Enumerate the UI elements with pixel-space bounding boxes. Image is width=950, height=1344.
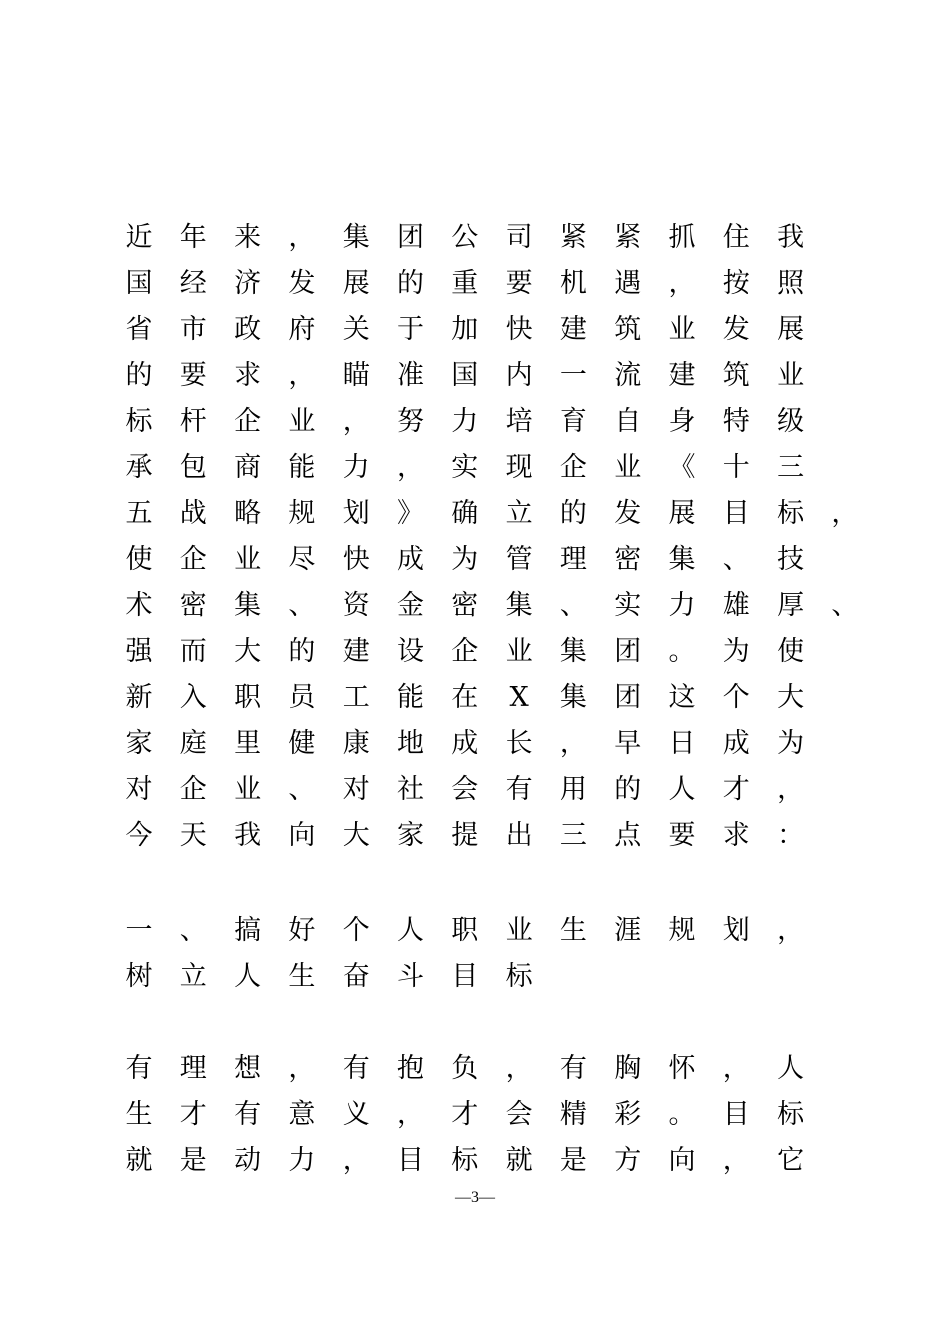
text-line-glyphs [124, 632, 844, 672]
glyph: 发 [722, 314, 750, 345]
glyph: 密 [451, 590, 479, 621]
glyph: 展 [668, 498, 696, 529]
glyph: ， [777, 774, 805, 805]
glyph: 建 [342, 636, 370, 667]
glyph: 省 [125, 314, 153, 345]
glyph: 流 [614, 360, 642, 391]
glyph: 大 [234, 636, 262, 667]
glyph: 厚 [777, 590, 805, 621]
glyph: 术 [125, 590, 153, 621]
glyph: ， [668, 268, 696, 299]
glyph: 成 [722, 728, 750, 759]
glyph: ， [342, 1145, 370, 1176]
glyph: 力 [668, 590, 696, 621]
glyph: 向 [288, 820, 316, 851]
glyph: 集 [234, 590, 262, 621]
text-line-glyphs [124, 678, 844, 718]
glyph: 五 [125, 498, 153, 529]
glyph: 好 [288, 915, 316, 946]
glyph: 企 [559, 452, 587, 483]
glyph: 建 [668, 360, 696, 391]
glyph: 标 [505, 961, 533, 992]
glyph: 人 [668, 774, 696, 805]
glyph: 人 [777, 1053, 805, 1084]
glyph: 理 [559, 544, 587, 575]
glyph: 求 [234, 360, 262, 391]
glyph: 社 [397, 774, 424, 805]
glyph: 雄 [722, 590, 750, 621]
glyph: 里 [234, 728, 262, 759]
glyph: 一 [125, 915, 153, 946]
glyph: 个 [722, 682, 750, 713]
glyph: 十 [722, 452, 750, 483]
glyph: 发 [288, 268, 316, 299]
glyph: 规 [288, 498, 316, 529]
glyph: ： [777, 820, 805, 851]
glyph: ， [505, 1053, 533, 1084]
glyph: 实 [451, 452, 479, 483]
glyph: 培 [505, 406, 533, 437]
glyph: 紧 [559, 222, 587, 253]
glyph: 战 [179, 498, 207, 529]
glyph: 的 [614, 774, 642, 805]
glyph: 紧 [614, 222, 642, 253]
glyph: 家 [125, 728, 153, 759]
glyph: 技 [777, 544, 805, 575]
glyph: 的 [288, 636, 316, 667]
glyph: 立 [505, 498, 533, 529]
glyph: 团 [397, 222, 424, 253]
glyph: 而 [179, 636, 207, 667]
glyph: 立 [179, 961, 207, 992]
glyph: 快 [342, 544, 370, 575]
glyph: 经 [179, 268, 207, 299]
glyph: 人 [234, 961, 262, 992]
glyph: 国 [451, 360, 479, 391]
glyph: 要 [505, 268, 533, 299]
glyph: 成 [451, 728, 479, 759]
glyph: 就 [505, 1145, 533, 1176]
glyph: 设 [397, 636, 424, 667]
glyph: 天 [179, 820, 207, 851]
glyph: 照 [777, 268, 805, 299]
glyph: 业 [505, 915, 533, 946]
glyph: 有 [125, 1053, 153, 1084]
glyph: 三 [559, 820, 587, 851]
glyph: 目 [451, 961, 479, 992]
glyph: 意 [288, 1099, 316, 1130]
glyph: 一 [559, 360, 587, 391]
glyph: 生 [288, 961, 316, 992]
glyph: 为 [777, 728, 805, 759]
glyph: 方 [614, 1145, 642, 1176]
glyph: 加 [451, 314, 479, 345]
glyph: 标 [777, 498, 805, 529]
glyph: 能 [288, 452, 316, 483]
glyph: 密 [179, 590, 207, 621]
text-line-glyphs [124, 218, 844, 258]
glyph: 强 [125, 636, 153, 667]
glyph: 近 [125, 222, 153, 253]
text-line-glyphs [124, 911, 844, 951]
glyph: ， [777, 915, 805, 946]
glyph: 来 [234, 222, 262, 253]
glyph: 展 [777, 314, 805, 345]
glyph: 。 [668, 1099, 696, 1130]
glyph: 有 [505, 774, 533, 805]
glyph: 、 [831, 590, 859, 621]
glyph: 规 [668, 915, 696, 946]
glyph: 、 [559, 590, 587, 621]
text-line-glyphs [124, 1141, 844, 1181]
glyph: 《 [668, 452, 696, 483]
glyph: X [509, 682, 529, 713]
glyph: 努 [397, 406, 424, 437]
glyph: 级 [777, 406, 805, 437]
glyph: 公 [451, 222, 479, 253]
glyph: 抱 [397, 1053, 424, 1084]
text-line-glyphs [124, 724, 844, 764]
glyph: 自 [614, 406, 642, 437]
glyph: 企 [179, 774, 207, 805]
glyph: 成 [397, 544, 424, 575]
glyph: 划 [722, 915, 750, 946]
glyph: 、 [288, 774, 316, 805]
glyph: 它 [777, 1145, 805, 1176]
glyph: 理 [179, 1053, 207, 1084]
glyph: 现 [505, 452, 533, 483]
glyph: 职 [451, 915, 479, 946]
glyph: 日 [668, 728, 696, 759]
glyph: 于 [397, 314, 424, 345]
glyph: 生 [125, 1099, 153, 1130]
glyph: 会 [451, 774, 479, 805]
glyph: 团 [614, 682, 642, 713]
glyph: 用 [559, 774, 587, 805]
glyph: 义 [342, 1099, 370, 1130]
glyph: 司 [505, 222, 533, 253]
text-line-glyphs [124, 957, 844, 997]
glyph: 怀 [668, 1053, 696, 1084]
glyph: 关 [342, 314, 370, 345]
glyph: 承 [125, 452, 153, 483]
glyph: ， [831, 498, 859, 529]
glyph: 使 [777, 636, 805, 667]
glyph: 涯 [614, 915, 642, 946]
glyph: 、 [288, 590, 316, 621]
glyph: 政 [234, 314, 262, 345]
glyph: 三 [777, 452, 805, 483]
glyph: 今 [125, 820, 153, 851]
text-line-glyphs [124, 816, 844, 856]
glyph: 重 [451, 268, 479, 299]
glyph: ， [722, 1053, 750, 1084]
glyph: 早 [614, 728, 642, 759]
glyph: ， [288, 1053, 316, 1084]
glyph: 住 [722, 222, 750, 253]
glyph: 的 [125, 360, 153, 391]
glyph: 筑 [614, 314, 642, 345]
glyph: 奋 [342, 961, 370, 992]
glyph: ， [397, 452, 424, 483]
glyph: 年 [179, 222, 207, 253]
glyph: 胸 [614, 1053, 642, 1084]
glyph: 求 [722, 820, 750, 851]
glyph: 集 [342, 222, 370, 253]
glyph: 的 [559, 498, 587, 529]
glyph: 》 [397, 498, 424, 529]
text-line-glyphs [124, 310, 844, 350]
glyph: 才 [451, 1099, 479, 1130]
glyph: 、 [722, 544, 750, 575]
glyph: 遇 [614, 268, 642, 299]
glyph: 使 [125, 544, 153, 575]
glyph: 提 [451, 820, 479, 851]
glyph: 有 [234, 1099, 262, 1130]
glyph: 有 [559, 1053, 587, 1084]
glyph: 。 [668, 636, 696, 667]
glyph: 育 [559, 406, 587, 437]
glyph: 会 [505, 1099, 533, 1130]
glyph: 才 [722, 774, 750, 805]
glyph: 这 [668, 682, 696, 713]
glyph: 我 [234, 820, 262, 851]
glyph: 长 [505, 728, 533, 759]
glyph: 筑 [722, 360, 750, 391]
glyph: 康 [342, 728, 370, 759]
glyph: 集 [559, 682, 587, 713]
glyph: 快 [505, 314, 533, 345]
glyph: 市 [179, 314, 207, 345]
glyph: 生 [559, 915, 587, 946]
glyph: 能 [397, 682, 424, 713]
glyph: 实 [614, 590, 642, 621]
glyph: 我 [777, 222, 805, 253]
glyph: 人 [397, 915, 424, 946]
glyph: 职 [234, 682, 262, 713]
glyph: 员 [288, 682, 316, 713]
glyph: 对 [342, 774, 370, 805]
glyph: 包 [179, 452, 207, 483]
glyph: 国 [125, 268, 153, 299]
glyph: 向 [668, 1145, 696, 1176]
glyph: 有 [342, 1053, 370, 1084]
page-number: —3— [455, 1189, 495, 1206]
glyph: 为 [722, 636, 750, 667]
glyph: 瞄 [342, 360, 370, 391]
glyph: ， [288, 360, 316, 391]
glyph: 想 [234, 1053, 262, 1084]
glyph: 力 [342, 452, 370, 483]
glyph: 庭 [179, 728, 207, 759]
glyph: 树 [125, 961, 153, 992]
glyph: 业 [234, 544, 262, 575]
glyph: 新 [125, 682, 153, 713]
glyph: 资 [342, 590, 370, 621]
glyph: 为 [451, 544, 479, 575]
glyph: 特 [722, 406, 750, 437]
glyph: ， [397, 1099, 424, 1130]
glyph: 企 [234, 406, 262, 437]
glyph: 要 [179, 360, 207, 391]
glyph: 发 [614, 498, 642, 529]
text-line-glyphs [124, 586, 859, 626]
glyph: 金 [397, 590, 424, 621]
glyph: 个 [342, 915, 370, 946]
glyph: ， [559, 728, 587, 759]
glyph: 展 [342, 268, 370, 299]
glyph: 企 [451, 636, 479, 667]
glyph: 确 [451, 498, 479, 529]
glyph: 标 [451, 1145, 479, 1176]
glyph: 济 [234, 268, 262, 299]
glyph: 业 [668, 314, 696, 345]
glyph: 标 [125, 406, 153, 437]
glyph: 管 [505, 544, 533, 575]
glyph: 目 [397, 1145, 424, 1176]
glyph: 斗 [397, 961, 424, 992]
glyph: 身 [668, 406, 696, 437]
glyph: 地 [397, 728, 424, 759]
glyph: 力 [288, 1145, 316, 1176]
glyph: 密 [614, 544, 642, 575]
glyph: 目 [722, 1099, 750, 1130]
glyph: 建 [559, 314, 587, 345]
glyph: 力 [451, 406, 479, 437]
glyph: 家 [397, 820, 424, 851]
glyph: 搞 [234, 915, 262, 946]
glyph: 才 [179, 1099, 207, 1130]
glyph: 、 [179, 915, 207, 946]
glyph: 业 [288, 406, 316, 437]
text-line-glyphs [124, 1095, 844, 1135]
glyph: 就 [125, 1145, 153, 1176]
glyph: 点 [614, 820, 642, 851]
glyph: 府 [288, 314, 316, 345]
glyph: 的 [397, 268, 424, 299]
glyph: 大 [342, 820, 370, 851]
text-line-glyphs [124, 402, 844, 442]
glyph: 略 [234, 498, 262, 529]
glyph: 标 [777, 1099, 805, 1130]
text-line-glyphs [124, 770, 844, 810]
text-line-glyphs [124, 540, 844, 580]
glyph: 要 [668, 820, 696, 851]
glyph: 彩 [614, 1099, 642, 1130]
glyph: 目 [722, 498, 750, 529]
glyph: 精 [559, 1099, 587, 1130]
glyph: 业 [234, 774, 262, 805]
glyph: 动 [234, 1145, 262, 1176]
text-line-glyphs [124, 1049, 844, 1089]
glyph: ， [342, 406, 370, 437]
text-line-glyphs [124, 264, 844, 304]
text-line-glyphs [124, 494, 859, 534]
glyph: 集 [505, 590, 533, 621]
glyph: 杆 [179, 406, 207, 437]
glyph: 集 [559, 636, 587, 667]
glyph: 集 [668, 544, 696, 575]
glyph: 划 [342, 498, 370, 529]
glyph: 业 [505, 636, 533, 667]
glyph: 在 [451, 682, 479, 713]
glyph: 工 [342, 682, 370, 713]
text-line-glyphs [124, 356, 844, 396]
glyph: 是 [179, 1145, 207, 1176]
glyph: 大 [777, 682, 805, 713]
glyph: ， [288, 222, 316, 253]
glyph: 团 [614, 636, 642, 667]
glyph: 负 [451, 1053, 479, 1084]
glyph: 内 [505, 360, 533, 391]
glyph: 健 [288, 728, 316, 759]
glyph: 入 [179, 682, 207, 713]
glyph: 出 [505, 820, 533, 851]
text-line-glyphs [124, 448, 844, 488]
glyph: 机 [559, 268, 587, 299]
glyph: 对 [125, 774, 153, 805]
glyph: ， [722, 1145, 750, 1176]
glyph: 按 [722, 268, 750, 299]
glyph: 尽 [288, 544, 316, 575]
glyph: 业 [777, 360, 805, 391]
glyph: 抓 [668, 222, 696, 253]
glyph: 商 [234, 452, 262, 483]
glyph: 企 [179, 544, 207, 575]
glyph: 是 [559, 1145, 587, 1176]
glyph: 准 [397, 360, 424, 391]
glyph: 业 [614, 452, 642, 483]
